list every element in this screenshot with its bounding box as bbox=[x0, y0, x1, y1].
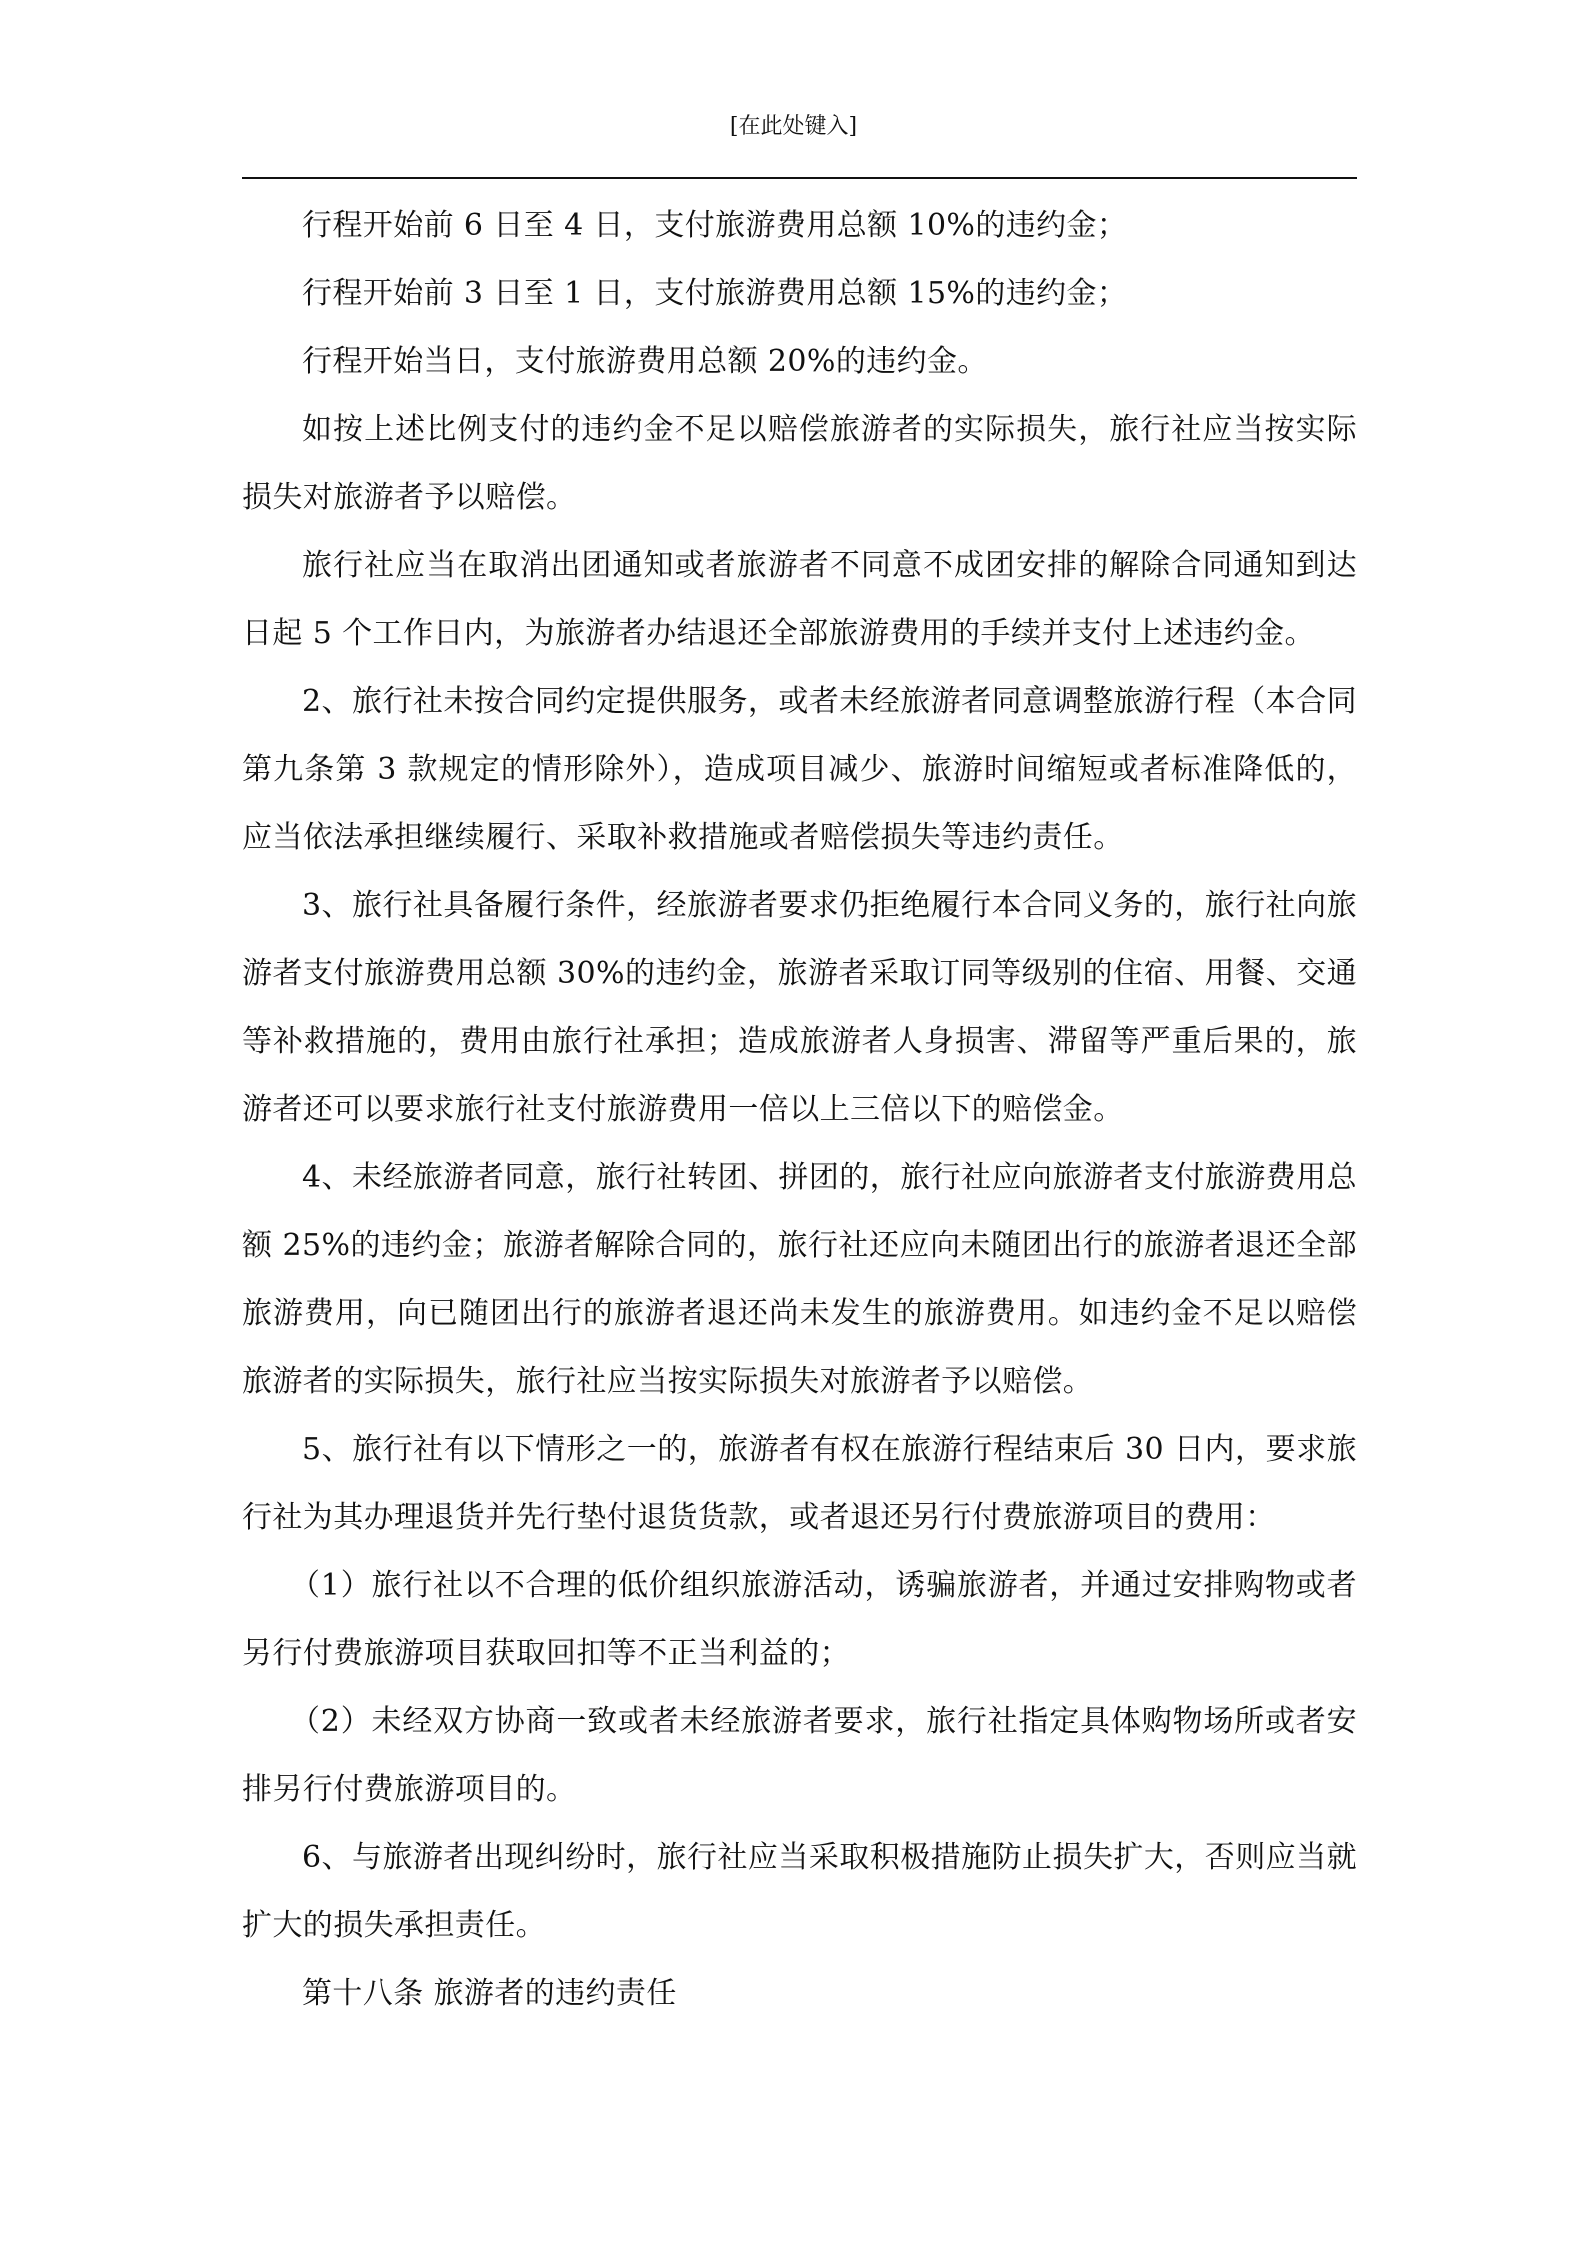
document-body bbox=[242, 192, 1357, 2028]
page-header: [在此处键入] bbox=[729, 114, 858, 139]
header-divider bbox=[242, 177, 1357, 179]
paragraph-clause-6: 6、与旅游者出现纠纷时，旅行社应当采取积极措施防止损失扩大，否则应当就扩大的损失承担责任。 bbox=[242, 1840, 1357, 1943]
paragraph-penalty-6-4-days: 行程开始前 6 日至 4 日，支付旅游费用总额 10%的违约金； bbox=[302, 208, 1128, 243]
paragraph-clause-2: 2、旅行社未按合同约定提供服务，或者未经旅游者同意调整旅游行程（本合同第九条第 3 款规定的情形除外），造成项目减少、旅游时间缩短或者标准降低的，应当依法承担继续履行、采取补救措施或者赔偿损失等违约责任。 bbox=[242, 684, 1357, 855]
paragraph-penalty-3-1-days: 行程开始前 3 日至 1 日，支付旅游费用总额 15%的违约金； bbox=[302, 276, 1128, 311]
paragraph-clause-4: 4、未经旅游者同意，旅行社转团、拼团的，旅行社应向旅游者支付旅游费用总额 25%的违约金；旅游者解除合同的，旅行社还应向未随团出行的旅游者退还全部旅游费用，向已随团出行的旅游者退还尚未发生的旅游费用。如违约金不足以赔偿旅游者的实际损失，旅行社应当按实际损失对旅游者予以赔偿。 bbox=[242, 1160, 1357, 1399]
paragraph-refund-deadline: 旅行社应当在取消出团通知或者旅游者不同意不成团安排的解除合同通知到达日起 5 个工作日内，为旅游者办结退还全部旅游费用的手续并支付上述违约金。 bbox=[242, 548, 1357, 651]
paragraph-actual-loss: 如按上述比例支付的违约金不足以赔偿旅游者的实际损失，旅行社应当按实际损失对旅游者予以赔偿。 bbox=[242, 412, 1357, 515]
paragraph-clause-3: 3、旅行社具备履行条件，经旅游者要求仍拒绝履行本合同义务的，旅行社向旅游者支付旅游费用总额 30%的违约金，旅游者采取订同等级别的住宿、用餐、交通等补救措施的，费用由旅行社承担；造成旅游者人身损害、滞留等严重后果的，旅游者还可以要求旅行社支付旅游费用一倍以上三倍以下的赔偿金。 bbox=[242, 888, 1357, 1127]
paragraph-clause-5: 5、旅行社有以下情形之一的，旅游者有权在旅游行程结束后 30 日内，要求旅行社为其办理退货并先行垫付退货货款，或者退还另行付费旅游项目的费用： bbox=[242, 1432, 1357, 1535]
paragraph-clause-5-item-1: （1）旅行社以不合理的低价组织旅游活动，诱骗旅游者，并通过安排购物或者另行付费旅游项目获取回扣等不正当利益的； bbox=[242, 1568, 1357, 1671]
paragraph-clause-5-item-2: （2）未经双方协商一致或者未经旅游者要求，旅行社指定具体购物场所或者安排另行付费旅游项目的。 bbox=[242, 1704, 1357, 1807]
section-heading-article-18: 第十八条 旅游者的违约责任 bbox=[302, 1976, 677, 2011]
paragraph-penalty-same-day: 行程开始当日，支付旅游费用总额 20%的违约金。 bbox=[302, 344, 988, 379]
